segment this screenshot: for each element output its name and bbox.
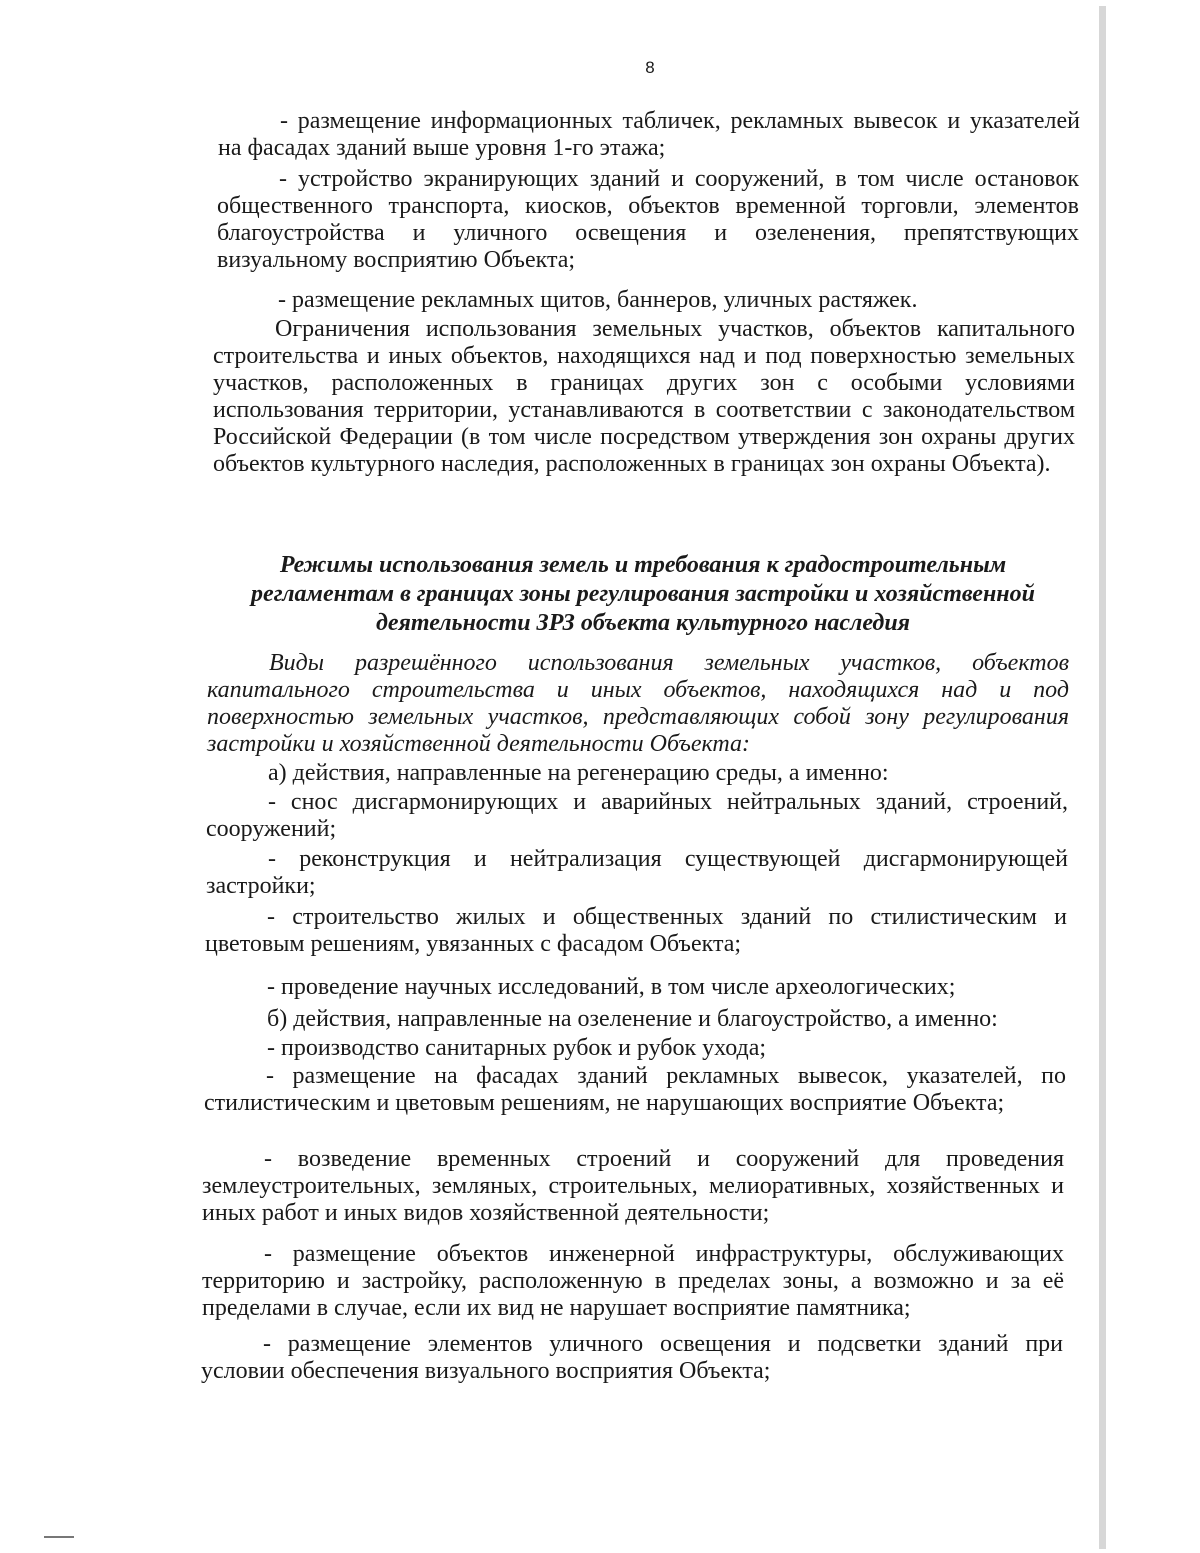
paragraph-12: - производство санитарных рубок и рубок ухода; (267, 1035, 767, 1061)
paragraph-4: Ограничения использования земельных участков, объектов капитального строительства и иных объектов, находящихся над и под поверхностью земельных участков, расположенных в границах других зон с особыми условиями использования территории, устанавливаются в соответствии с законодательством Российской Федерации (в том числе посредством утверждения зон охраны других объектов культурного наследия, расположенных в границах зон охраны Объекта). (213, 316, 1075, 477)
paragraph-16: - размещение элементов уличного освещения и подсветки зданий при условии обеспечения визуального восприятия Объекта; (201, 1331, 1063, 1384)
paragraph-7: - снос дисгармонирующих и аварийных нейтральных зданий, строений, сооружений; (206, 789, 1068, 842)
paragraph-8: - реконструкция и нейтрализация существующей дисгармонирующей застройки; (206, 846, 1068, 899)
paragraph-14: - возведение временных строений и сооружений для проведения землеустроительных, земляных, строительных, мелиоративных, хозяйственных и иных работ и иных видов хозяйственной деятельности; (202, 1146, 1064, 1226)
paragraph-3: - размещение рекламных щитов, баннеров, уличных растяжек. (278, 287, 918, 313)
paragraph-15: - размещение объектов инженерной инфраструктуры, обслуживающих территорию и застройку, расположенную в пределах зоны, а возможно и за её пределами в случае, если их вид не нарушает восприятие памятника; (202, 1241, 1064, 1321)
paragraph-1: - размещение информационных табличек, рекламных вывесок и указателей на фасадах зданий выше уровня 1-го этажа; (218, 108, 1080, 161)
section-heading: Режимы использования земель и требования к градостроительным регламентам в границах зоны регулирования застройки и хозяйственной деятельности ЗРЗ объекта культурного наследия (251, 552, 1035, 636)
paragraph-11: б) действия, направленные на озеленение и благоустройство, а именно: (267, 1006, 998, 1032)
scan-edge-strip (1099, 6, 1106, 1549)
scan-mark (44, 1536, 74, 1538)
paragraph-9: - строительство жилых и общественных зданий по стилистическим и цветовым решениям, увязанных с фасадом Объекта; (205, 904, 1067, 957)
paragraph-2: - устройство экранирующих зданий и сооружений, в том числе остановок общественного транспорта, киосков, объектов временной торговли, элементов благоустройства и уличного освещения и озеленения, препятствующих визуальному восприятию Объекта; (217, 166, 1079, 273)
paragraph-13: - размещение на фасадах зданий рекламных вывесок, указателей, по стилистическим и цветовым решениям, не нарушающих восприятие Объекта; (204, 1063, 1066, 1116)
paragraph-10: - проведение научных исследований, в том числе археологических; (267, 974, 956, 1000)
paragraph-5: Виды разрешённого использования земельных участков, объектов капитального строительства и иных объектов, находящихся над и под поверхностью земельных участков, представляющих собой зону регулирования застройки и хозяйственной деятельности Объекта: (207, 650, 1069, 757)
page-number: 8 (645, 58, 655, 77)
paragraph-6: а) действия, направленные на регенерацию среды, а именно: (268, 760, 889, 786)
